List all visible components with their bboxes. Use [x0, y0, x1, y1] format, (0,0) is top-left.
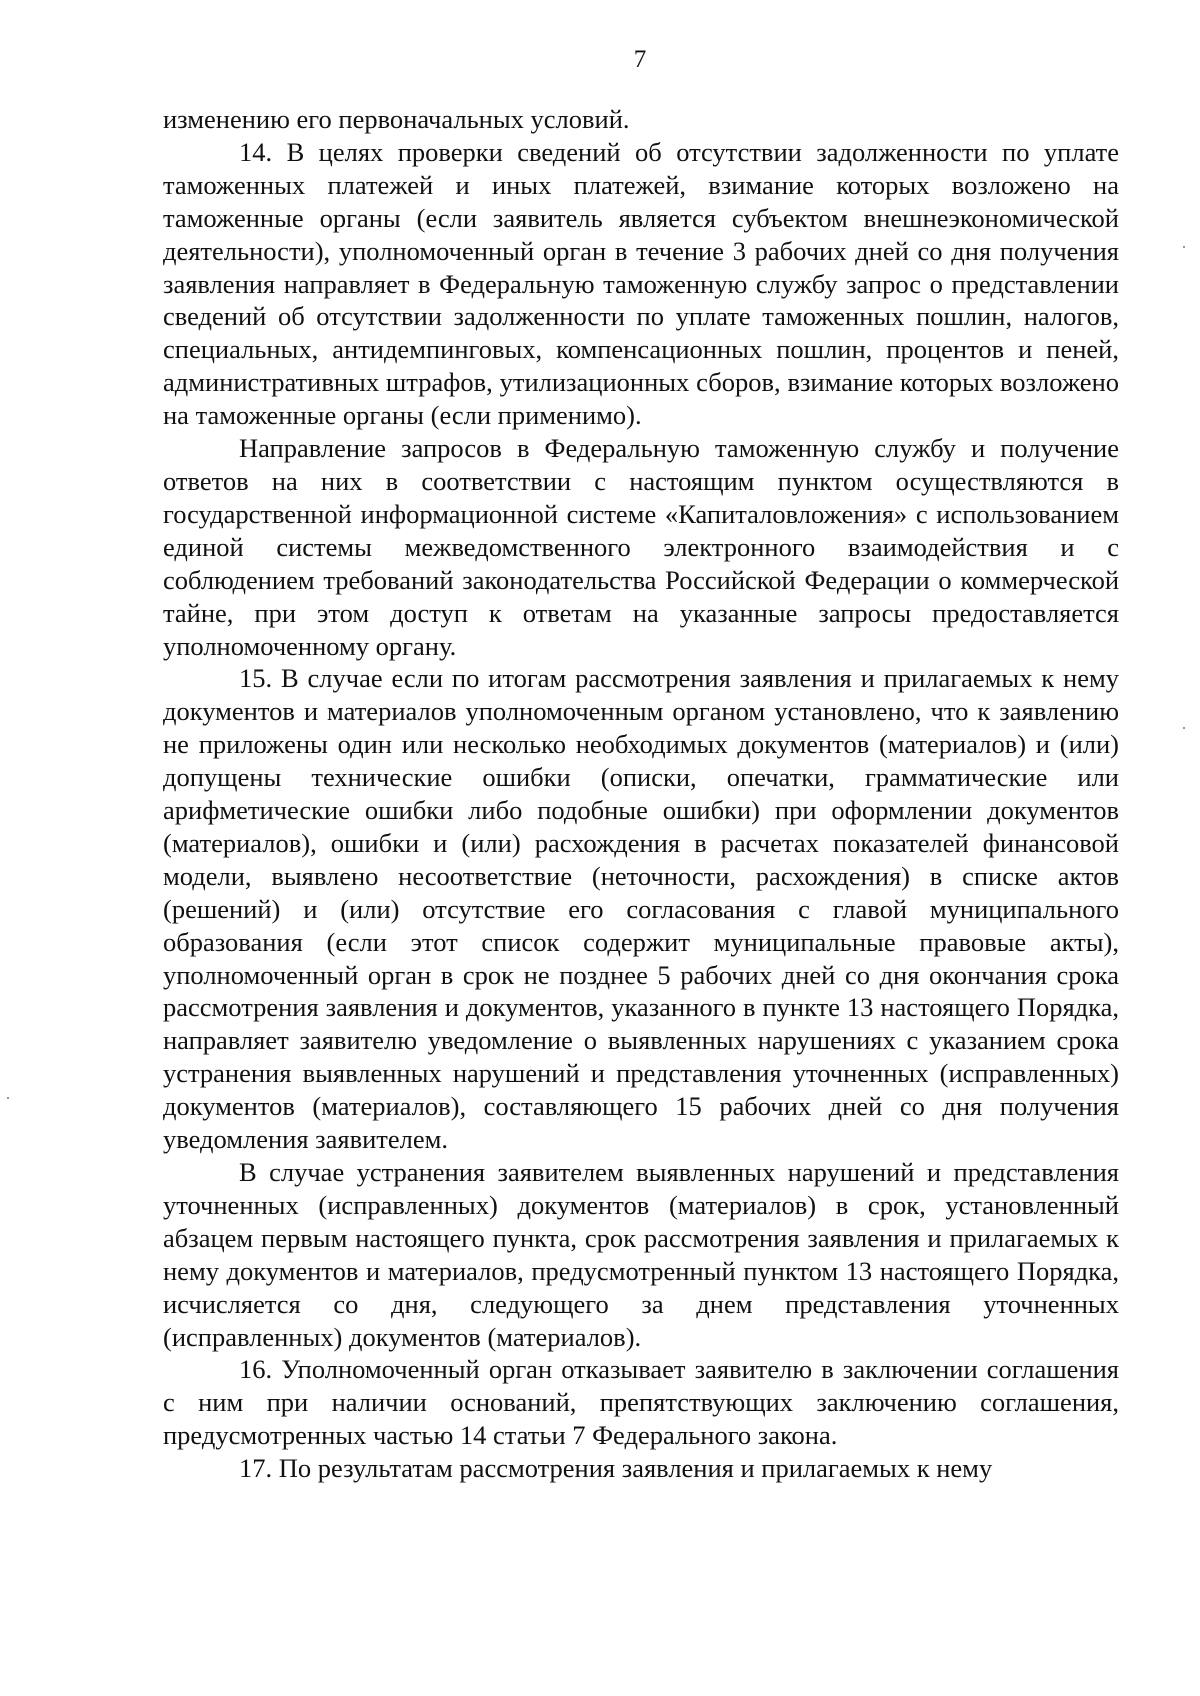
scan-speck — [7, 1097, 9, 1099]
paragraph-item-17: 17. По результатам рассмотрения заявления и прилагаемых к нему — [239, 1453, 993, 1484]
scan-speck — [1183, 727, 1185, 729]
document-body — [163, 103, 1119, 1485]
paragraph-item-16: 16. Уполномоченный орган отказывает заявителю в заключении соглашения с ним при наличии оснований, препятствующих заключению соглашения, предусмотренных частью 14 статьи 7 Федерального закона. — [163, 1354, 1119, 1451]
scan-speck — [1183, 246, 1185, 248]
paragraph-item-14: 14. В целях проверки сведений об отсутствии задолженности по уплате таможенных платежей и иных платежей, взимание которых возложено на таможенные органы (если заявитель является субъектом внешнеэкономической деятельности), уполномоченный орган в течение 3 рабочих дней со дня получения заявления направляет в Федеральную таможенную службу запрос о представлении сведений об отсутствии задолженности по уплате таможенных пошлин, налогов, специальных, антидемпинговых, компенсационных пошлин, процентов и пеней, административных штрафов, утилизационных сборов, взимание которых возложено на таможенные органы (если применимо). — [163, 136, 1119, 431]
paragraph-continuation: изменению его первоначальных условий. — [163, 104, 630, 134]
paragraph-item-15-correction: В случае устранения заявителем выявленных нарушений и представления уточненных (исправленных) документов (материалов) в срок, установленный абзацем первым настоящего пункта, срок рассмотрения заявления и прилагаемых к нему документов и материалов, предусмотренный пунктом 13 настоящего Порядка, исчисляется со дня, следующего за днем представления уточненных (исправленных) документов (материалов). — [163, 1157, 1119, 1352]
page-number: 7 — [633, 46, 647, 73]
paragraph-item-14-requests: Направление запросов в Федеральную таможенную службу и получение ответов на них в соответствии с настоящим пунктом осуществляются в государственной информационной системе «Капиталовложения» с использованием единой системы межведомственного электронного взаимодействия и с соблюдением требований законодательства Российской Федерации о коммерческой тайне, при этом доступ к ответам на указанные запросы предоставляется уполномоченному органу. — [163, 433, 1119, 661]
paragraph-item-15: 15. В случае если по итогам рассмотрения заявления и прилагаемых к нему документов и материалов уполномоченным органом установлено, что к заявлению не приложены один или несколько необходимых документов (материалов) и (или) допущены технические ошибки (описки, опечатки, грамматические или арифметические ошибки либо подобные ошибки) при оформлении документов (материалов), ошибки и (или) расхождения в расчетах показателей финансовой модели, выявлено несоответствие (неточности, расхождения) в списке актов (решений) и (или) отсутствие его согласования с главой муниципального образования (если этот список содержит муниципальные правовые акты), уполномоченный орган в срок не позднее 5 рабочих дней со дня окончания срока рассмотрения заявления и документов, указанного в пункте 13 настоящего Порядка, направляет заявителю уведомление о выявленных нарушениях с указанием срока устранения выявленных нарушений и представления уточненных (исправленных) документов (материалов), составляющего 15 рабочих дней со дня получения уведомления заявителем. — [163, 663, 1119, 1155]
